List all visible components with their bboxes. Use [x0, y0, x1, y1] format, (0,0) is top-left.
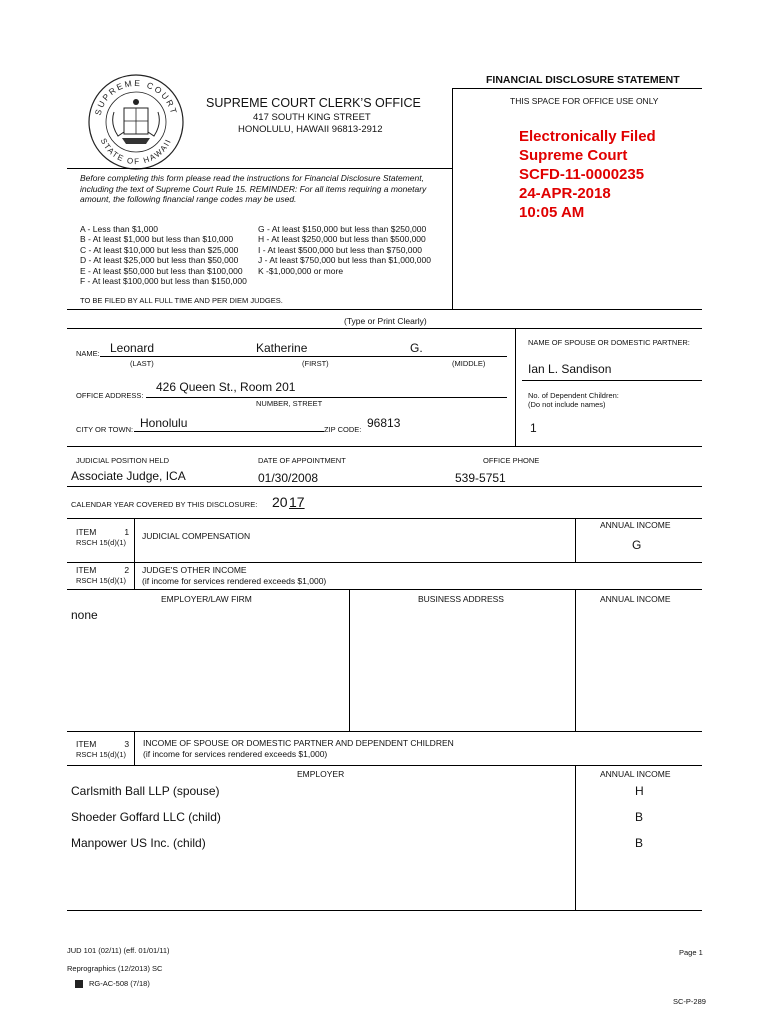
footer-form-id: JUD 101 (02/11) (eff. 01/01/11) [67, 946, 170, 955]
stamp-line1: Electronically Filed [519, 128, 656, 145]
range-code: E - At least $50,000 but less than $100,000 [80, 265, 243, 276]
item3-item: ITEM [76, 739, 97, 749]
instructions-line3: amount, the following financial range codes may be used. [80, 194, 297, 204]
item2-employer-header: EMPLOYER/LAW FIRM [161, 594, 252, 604]
item2-entry[interactable]: none [71, 608, 98, 622]
item3-employer-row3[interactable]: Manpower US Inc. (child) [71, 836, 206, 850]
office-address-label: OFFICE ADDRESS: [76, 391, 144, 400]
first-caption: (FIRST) [302, 359, 329, 368]
middle-caption: (MIDDLE) [452, 359, 486, 368]
zip-value[interactable]: 96813 [367, 416, 401, 430]
item2-rule: RSCH 15(d)(1) [76, 576, 127, 585]
zip-label: ZIP CODE: [324, 425, 362, 434]
last-name-value[interactable]: Leonard [110, 341, 155, 355]
city-label: CITY OR TOWN: [76, 425, 134, 434]
svg-text:SUPREME COURT: SUPREME COURT [92, 77, 180, 117]
filing-stamp [519, 127, 656, 222]
item3-label [76, 739, 129, 749]
item2-subtitle: (if income for services rendered exceeds $1,000) [142, 576, 327, 586]
instructions-line1: Before completing this form please read the instructions for Financial Disclosure Statement, [80, 173, 424, 183]
item3-income-row1[interactable]: H [635, 784, 644, 798]
address-caption: NUMBER, STREET [256, 399, 323, 408]
item2-title: JUDGE'S OTHER INCOME [142, 565, 247, 575]
range-codes-right [258, 224, 431, 276]
supreme-court-seal-icon [86, 72, 186, 172]
appointment-date-value[interactable]: 01/30/2008 [258, 471, 319, 485]
filing-note: TO BE FILED BY ALL FULL TIME AND PER DIEM JUDGES. [80, 296, 283, 305]
item3-income-row2[interactable]: B [635, 810, 644, 824]
middle-name-value[interactable]: G. [410, 341, 423, 355]
footer-sc-code: SC-P-289 [673, 997, 706, 1006]
calendar-year-prefix: 20 [272, 494, 288, 510]
item2-address-header: BUSINESS ADDRESS [418, 594, 504, 604]
spouse-name-value[interactable]: Ian L. Sandison [528, 362, 612, 376]
page-number: Page 1 [679, 948, 703, 957]
item3-employer-header: EMPLOYER [297, 769, 345, 779]
item1-item: ITEM [76, 527, 97, 537]
range-code: I - At least $500,000 but less than $750,000 [258, 244, 422, 255]
item2-income-header: ANNUAL INCOME [600, 594, 671, 604]
item1-rule: RSCH 15(d)(1) [76, 538, 127, 547]
name-label: NAME: [76, 349, 100, 358]
range-code: D - At least $25,000 but less than $50,000 [80, 255, 239, 266]
item3-subtitle: (if income for services rendered exceeds $1,000) [143, 749, 328, 759]
first-name-value[interactable]: Katherine [256, 341, 308, 355]
range-code: C - At least $10,000 but less than $25,000 [80, 244, 239, 255]
item3-income-row3[interactable]: B [635, 836, 644, 850]
dependents-value[interactable]: 1 [530, 421, 537, 435]
type-print-note: (Type or Print Clearly) [344, 316, 427, 326]
item3-title: INCOME OF SPOUSE OR DOMESTIC PARTNER AND DEPENDENT CHILDREN [143, 738, 454, 748]
calendar-year-label: CALENDAR YEAR COVERED BY THIS DISCLOSURE: [71, 500, 258, 509]
stamp-line2: Supreme Court [519, 147, 628, 164]
item3-employer-row1[interactable]: Carlsmith Ball LLP (spouse) [71, 784, 220, 798]
footer-repro: Reprographics (12/2013) SC [67, 964, 163, 973]
instructions-line2: including the text of Supreme Court Rule 15. REMINDER: For all items requiring a monetary [80, 183, 427, 194]
spouse-label: NAME OF SPOUSE OR DOMESTIC PARTNER: [528, 338, 690, 347]
form-title: FINANCIAL DISCLOSURE STATEMENT [486, 74, 680, 86]
office-name: SUPREME COURT CLERK’S OFFICE [206, 96, 421, 110]
item3-rule: RSCH 15(d)(1) [76, 750, 127, 759]
stamp-line5: 10:05 AM [519, 204, 585, 221]
range-code: F - At least $100,000 but less than $150,000 [80, 276, 247, 287]
range-code: K -$1,000,000 or more [258, 265, 344, 276]
last-caption: (LAST) [130, 359, 154, 368]
stamp-line3: SCFD-11-0000235 [519, 166, 645, 183]
office-address-value[interactable]: 426 Queen St., Room 201 [156, 380, 296, 394]
item1-label [76, 527, 129, 537]
office-phone-value[interactable]: 539-5751 [455, 471, 506, 485]
union-label-icon [75, 980, 83, 988]
item2-number: 2 [124, 565, 130, 575]
city-value[interactable]: Honolulu [140, 416, 188, 430]
footer-rg [75, 979, 150, 988]
office-use-label: THIS SPACE FOR OFFICE USE ONLY [510, 96, 659, 106]
range-code: A - Less than $1,000 [80, 224, 158, 234]
office-phone-label: OFFICE PHONE [483, 456, 540, 465]
instructions [80, 173, 426, 205]
calendar-year-value[interactable]: 17 [289, 494, 305, 510]
item2-item: ITEM [76, 565, 97, 575]
item1-income-value[interactable]: G [632, 538, 642, 552]
office-address-line1: 417 SOUTH KING STREET [253, 112, 371, 123]
item1-income-label: ANNUAL INCOME [600, 520, 671, 530]
range-code: H - At least $250,000 but less than $500,000 [258, 234, 426, 245]
range-codes-left [80, 224, 247, 286]
judicial-position-value[interactable]: Associate Judge, ICA [71, 469, 186, 483]
range-code: B - At least $1,000 but less than $10,000 [80, 234, 234, 245]
item1-title: JUDICIAL COMPENSATION [142, 531, 251, 541]
range-code: G - At least $150,000 but less than $250,000 [258, 224, 427, 234]
appointment-date-label: DATE OF APPOINTMENT [258, 456, 346, 465]
judicial-position-label: JUDICIAL POSITION HELD [76, 456, 170, 465]
item3-employer-row2[interactable]: Shoeder Goffard LLC (child) [71, 810, 221, 824]
stamp-line4: 24-APR-2018 [519, 185, 611, 202]
office-address-line2: HONOLULU, HAWAII 96813-2912 [238, 124, 383, 135]
item1-number: 1 [124, 527, 130, 537]
dependents-label: No. of Dependent Children: [528, 391, 619, 400]
range-code: J - At least $750,000 but less than $1,000,000 [258, 255, 431, 266]
item3-income-header: ANNUAL INCOME [600, 769, 671, 779]
footer-rg-text: RG-AC-508 (7/18) [89, 979, 150, 988]
svg-text:STATE OF HAWAII: STATE OF HAWAII [98, 136, 174, 167]
dependents-note: (Do not include names) [528, 400, 606, 409]
item3-number: 3 [124, 739, 130, 749]
item2-label [76, 565, 129, 575]
